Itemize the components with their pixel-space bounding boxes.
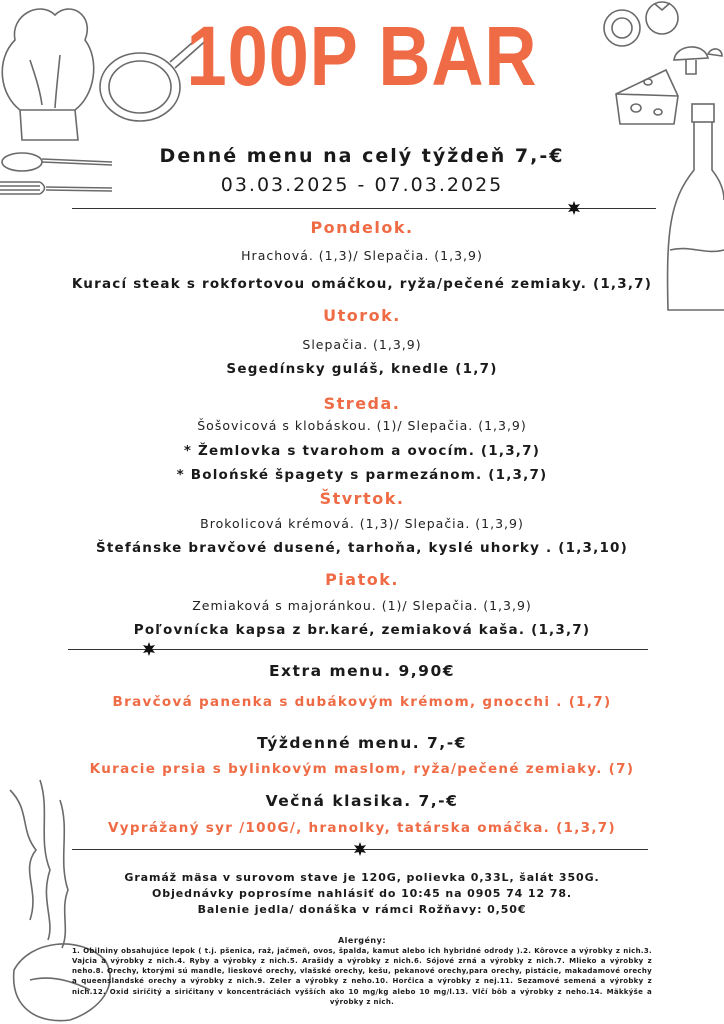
info-line: Objednávky poprosíme nahlásiť do 10:45 na 0905 74 12 78. (152, 887, 572, 900)
divider-dot-icon (142, 642, 156, 656)
main-monday: Kurací steak s rokfortovou omáčkou, ryža/pečené zemiaky. (1,3,7) (71, 276, 653, 292)
main-wednesday-2: * Bolońské špagety s parmezánom. (1,3,7) (176, 467, 548, 483)
soup-thursday: Brokolicová krémová. (1,3)/ Slepačia. (1,3,9) (200, 516, 524, 531)
oil-bottle-icon (660, 100, 724, 330)
info-line: Balenie jedla/ donáška v rámci Rožňavy: 0,50€ (197, 903, 527, 916)
classic-dish: Vyprážaný syr /100G/, hranolky, tatárska omáčka. (1,3,7) (108, 820, 616, 836)
allergens-title: Alergény: (337, 936, 387, 945)
extra-menu-title: Extra menu. 9,90€ (268, 662, 456, 680)
day-thursday: Štvrtok. (319, 489, 405, 508)
classic-title: Večná klasika. 7,-€ (265, 792, 459, 810)
divider-dot-icon (353, 842, 367, 856)
soup-wednesday: Šošovicová s klobáskou. (1)/ Slepačia. (1,3,9) (197, 418, 527, 433)
day-monday: Pondelok. (310, 218, 414, 237)
extra-menu-dish: Bravčová panenka s dubákovým krémom, gnocchi . (1,7) (112, 694, 612, 710)
day-wednesday: Streda. (323, 394, 401, 413)
weekly-menu-headline: Denné menu na celý týždeň 7,-€ (159, 145, 565, 167)
weekly-menu-title: Týždenné menu. 7,-€ (257, 734, 467, 752)
soup-tuesday: Slepačia. (1,3,9) (302, 337, 422, 352)
day-tuesday: Utorok. (323, 306, 401, 325)
brand-title: 100P BAR (186, 9, 538, 103)
weekly-menu-dish: Kuracie prsia s bylinkovým maslom, ryža/pečené zemiaky. (7) (89, 761, 635, 777)
divider-dot-icon (567, 201, 581, 215)
main-thursday: Štefánske bravčové dusené, tarhoňa, kyslé uhorky . (1,3,10) (95, 540, 629, 556)
soup-friday: Zemiaková s majoránkou. (1)/ Slepačia. (1,3,9) (192, 598, 532, 613)
allergens-list: 1. Obilniny obsahujúce lepok ( t.j. pšenica, raž, jačmeň, ovos, špalda, kamut alebo ich hybridné odrody ).2. Kôrovce a výrobky z nich.3. Vajcia a výrobky z nich.4. Ryby a výrobky z nich.5. Arašidy a výrobky z nich.6. Sójové zrná a výrobky z nich.7. Mlieko a výrobky z neho.8. Orechy, ktorými sú mandle, lieskové orechy, vlašské orechy, kešu, pekanové orechy,para orechy, pistácie, makadamové orechy a queenslandské orechy a výrobky z nich.9. Zeler a výrobky z neho.10. Horčica a výrobky z nej.11. Sezamové semená a výrobky z nich.12. Oxid siričitý a siričitany v koncentráciách vyšších ako 10 mg/kg alebo 10 mg/l.13. Vlčí bôb a výrobky z neho.14. Mäkkýše a výrobky z nich. (72, 947, 652, 1006)
main-wednesday-1: * Žemlovka s tvarohom a ovocím. (1,3,7) (183, 443, 541, 459)
date-range: 03.03.2025 - 07.03.2025 (220, 174, 504, 196)
info-line: Gramáž mäsa v surovom stave je 120G, polievka 0,33L, šalát 350G. (124, 871, 600, 884)
soup-monday: Hrachová. (1,3)/ Slepačia. (1,3,9) (241, 248, 483, 263)
day-friday: Piatok. (325, 570, 399, 589)
main-friday: Poľovnícka kapsa z br.karé, zemiaková kaša. (1,3,7) (133, 622, 591, 638)
main-tuesday: Segedínsky guláš, knedle (1,7) (226, 361, 498, 377)
